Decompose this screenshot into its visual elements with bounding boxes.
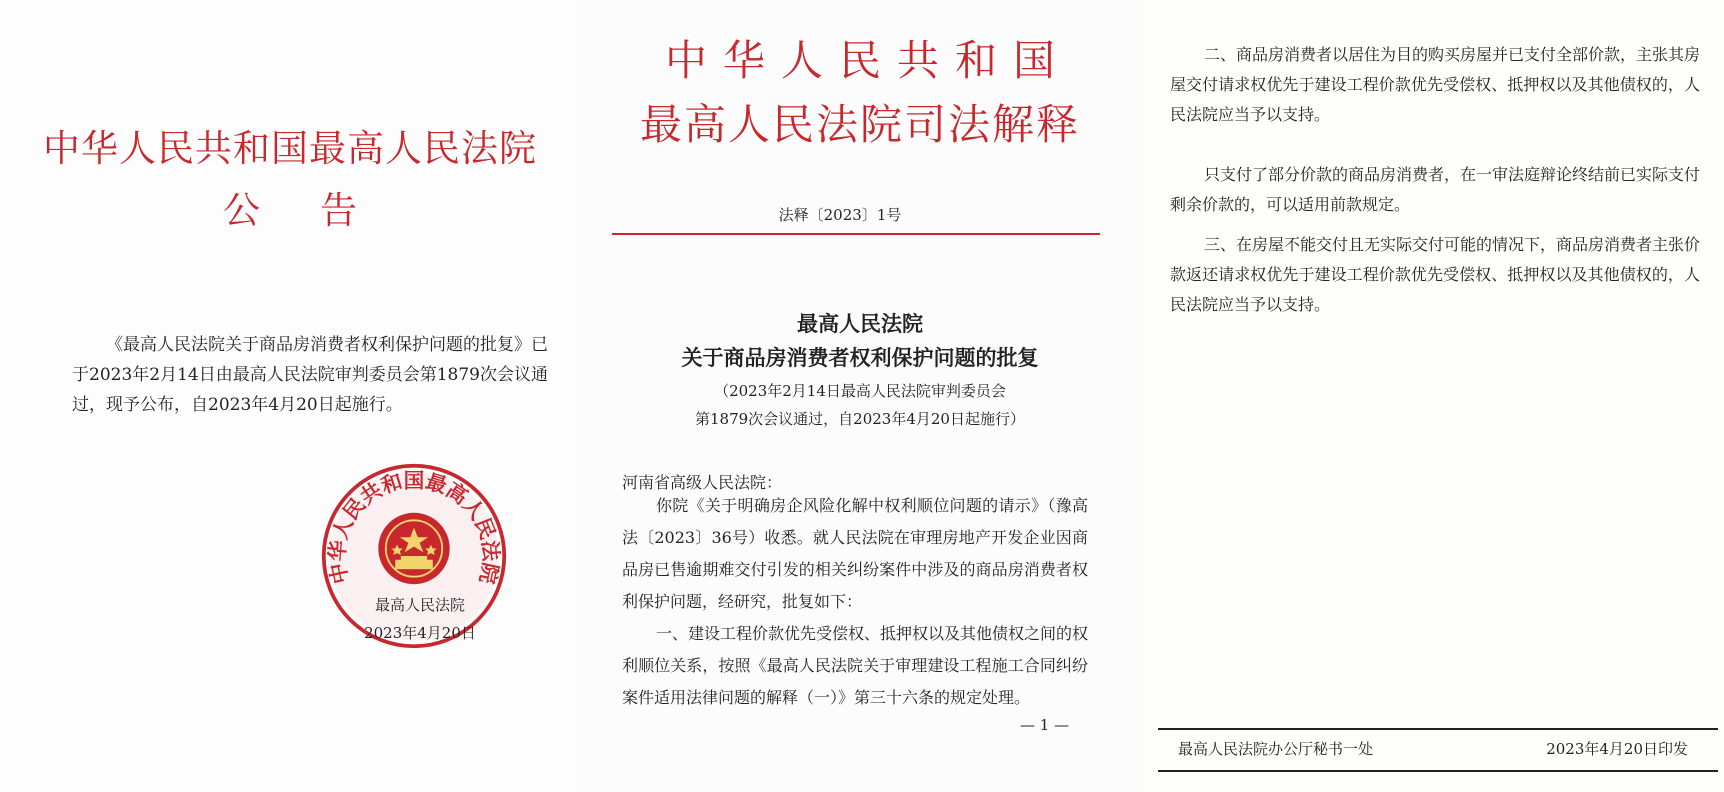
print-date: 2023年4月20日印发 bbox=[1546, 740, 1688, 758]
paragraph-item-two: 二、商品房消费者以居住为目的购买房屋并已支付全部价款，主张其房屋交付请求权优先于建设工程价款优先受偿权、抵押权以及其他债权的，人民法院应当予以支持。 bbox=[1170, 45, 1701, 124]
footer-bottom-rule bbox=[1158, 770, 1718, 772]
reply-title-line2: 关于商品房消费者权利保护问题的批复 bbox=[681, 345, 1039, 370]
continuation-page bbox=[1140, 0, 1724, 792]
adoption-note-line2: 第1879次会议通过，自2023年4月20日起施行） bbox=[695, 410, 1025, 428]
reply-title-line1: 最高人民法院 bbox=[797, 311, 923, 336]
letterhead-line2: 最高人民法院司法解释 bbox=[639, 100, 1080, 149]
red-divider bbox=[612, 233, 1100, 235]
announcement-body: 《最高人民法院关于商品房消费者权利保护问题的批复》已于2023年2月14日由最高人民法院审判委员会第1879次会议通过，现予公布，自2023年4月20日起施行。 bbox=[72, 335, 548, 415]
letterhead-line1: 中华人民共和国 bbox=[664, 36, 1071, 85]
announcement-subtitle: 公告 bbox=[223, 189, 417, 232]
adoption-note-line1: （2023年2月14日最高人民法院审判委员会 bbox=[714, 382, 1006, 400]
page-number: — 1 — bbox=[1020, 716, 1070, 734]
svg-text:中华人民共和国最高人民法院: 中华人民共和国最高人民法院 bbox=[324, 468, 504, 586]
addressee: 河南省高级人民法院： bbox=[622, 473, 783, 492]
paragraph-partial-payment: 只支付了部分价款的商品房消费者，在一审法庭辩论终结前已实际支付剩余价款的，可以适用前款规定。 bbox=[1170, 165, 1701, 214]
footer-top-rule bbox=[1158, 728, 1718, 730]
paragraph-item-three: 三、在房屋不能交付且无实际交付可能的情况下，商品房消费者主张价款返还请求权优先于建设工程价款优先受偿权、抵押权以及其他债权的，人民法院应当予以支持。 bbox=[1170, 235, 1701, 314]
paragraph-item-one: 一、建设工程价款优先受偿权、抵押权以及其他债权之间的权利顺位关系，按照《最高人民法院关于审理建设工程施工合同纠纷案件适用法律问题的解释（一）》第三十六条的规定处理。 bbox=[622, 624, 1089, 707]
announcement-title: 中华人民共和国最高人民法院 bbox=[43, 127, 537, 170]
paragraph-request: 你院《关于明确房企风险化解中权利顺位问题的请示》（豫高法〔2023〕36号）收悉。就人民法院在审理房地产开发企业因商品房已售逾期难交付引发的相关纠纷案件中涉及的商品房消费者权利保护问题，经研究，批复如下： bbox=[622, 496, 1088, 611]
announcement-page bbox=[0, 0, 580, 792]
announcement-date: 2023年4月20日 bbox=[364, 624, 476, 642]
issuing-office: 最高人民法院办公厅秘书一处 bbox=[1178, 740, 1374, 758]
document-number: 法释〔2023〕1号 bbox=[778, 206, 902, 224]
interpretation-page bbox=[580, 0, 1140, 792]
announcement-signatory: 最高人民法院 bbox=[374, 596, 465, 614]
